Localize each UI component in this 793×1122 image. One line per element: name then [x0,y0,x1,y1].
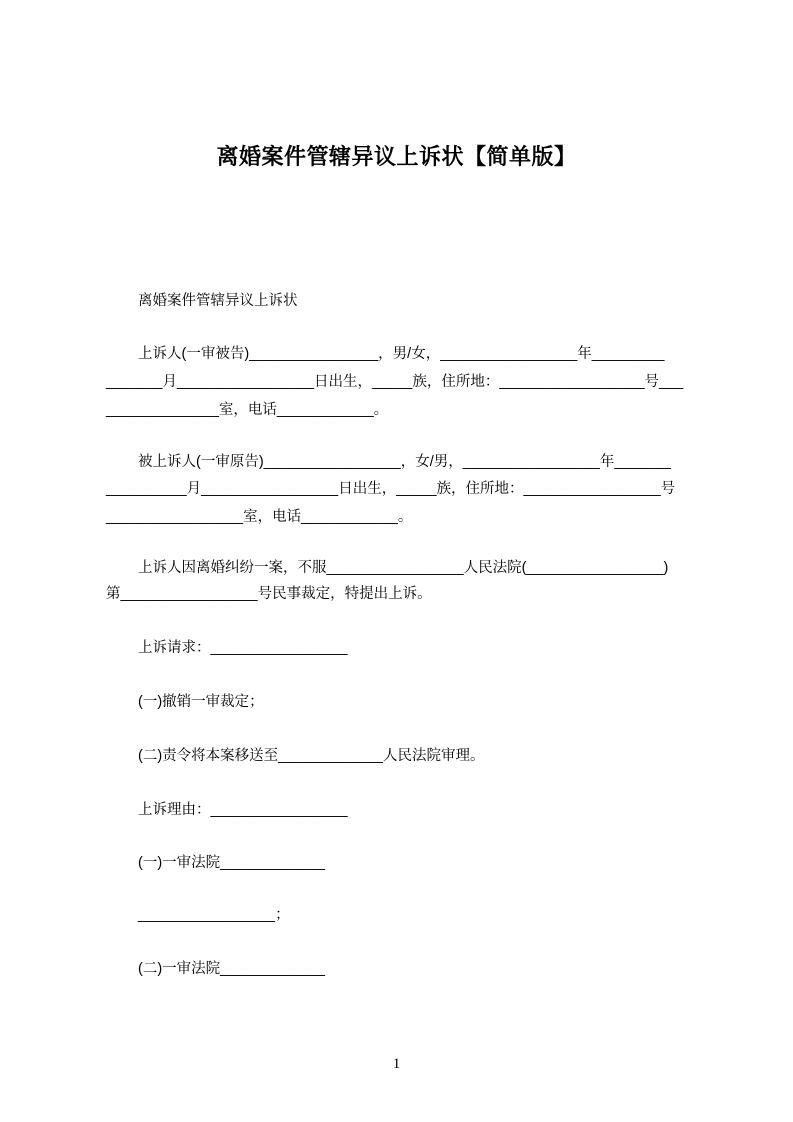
page-number: 1 [392,1056,401,1072]
document-subtitle: 离婚案件管辖异议上诉状 [138,293,298,309]
reason-1-continued: _________________； [138,907,290,923]
case-line-1: 上诉人因离婚纠纷一案，不服_________________人民法院(_________________) [138,560,669,576]
request-1: (一)撤销一审裁定； [138,694,264,710]
appellee-line-3: _________________室，电话____________。 [106,509,413,525]
case-line-2: 第_________________号民事裁定，特提出上诉。 [106,586,432,602]
requests-label: 上诉请求：_________________ [138,640,348,656]
document-title: 离婚案件管辖异议上诉状【简单版】 [216,144,577,169]
appellant-line-3: ______________室，电话____________。 [106,402,389,418]
appellant-line-1: 上诉人(一审被告)________________，男/女，_________________年_________ [138,346,665,362]
request-2: (二)责令将本案移送至_____________人民法院审理。 [138,748,485,764]
appellee-line-1: 被上诉人(一审原告)_________________，女/男，_________________年_______ [138,454,671,470]
appellant-line-2: _______月_________________日出生，_____族，住所地：__________________号___ [106,374,684,390]
reasons-label: 上诉理由：_________________ [138,802,348,818]
appellee-line-2: __________月_________________日出生，_____族，住所地：_________________号 [106,481,676,497]
reason-2: (二)一审法院_____________ [138,961,325,977]
reason-1: (一)一审法院_____________ [138,855,325,871]
